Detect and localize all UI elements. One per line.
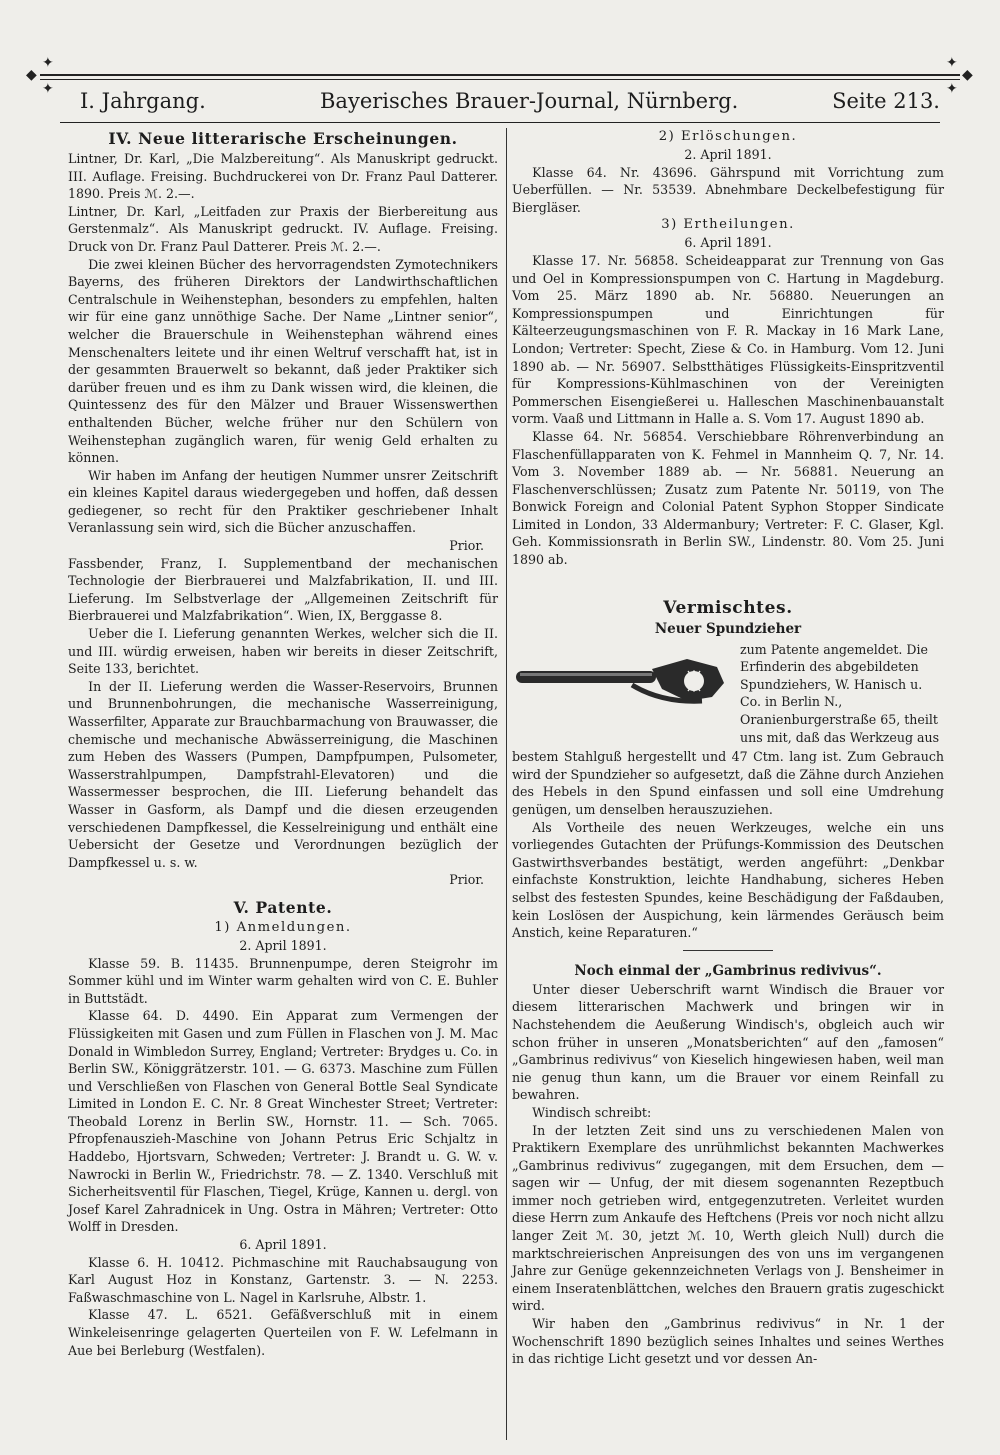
spundzieher-illustration xyxy=(512,641,732,719)
review-paragraph: Wir haben im Anfang der heutigen Nummer unsrer Zeitschrift ein kleines Kapitel daraus wiedergegeben und hoffen, daß dessen gediegener, so recht für den Praktiker geschriebener Inhalt Veranlassung sein wird, sich die Bücher anzuschaffen. xyxy=(68,467,498,536)
patent-entry: Klasse 17. Nr. 56858. Scheideapparat zur Trennung von Gas und Oel in Kompressionspumpen von C. Hartung in Magdeburg. Vom 25. März 1890 ab. Nr. 56880. Neuerungen an Kompressionspumpen und Einrichtungen für Kälteerzeugungsmaschinen von F. R. Mackay in 16 Mark Lane, London; Vertreter: Specht, Ziese & Co. in Hamburg. Vom 12. Juni 1890 ab. — Nr. 56907. Selbstthätiges Flüssigkeits-Einspritzventil für Kompressions-Kühlmaschinen von der Vereinigten Pommerschen Eisengießerei u. Halleschen Maschinenbauanstalt vorm. Vaaß und Littmann in Halle a. S. Vom 17. August 1890 ab. xyxy=(512,252,944,427)
ornament-br-icon: ✦ xyxy=(946,81,958,97)
subsection-title: 2) Erlöschungen. xyxy=(658,129,798,144)
date-line: 6. April 1891. xyxy=(239,1237,327,1253)
patent-entry: Klasse 6. H. 10412. Pichmaschine mit Rauchabsaugung von Karl August Hoz in Konstanz, Gartenstr. 3. — N. 2253. Faßwaschmaschine von L. Nagel in Karlsruhe, Albstr. 1. xyxy=(68,1254,498,1305)
spundzieher-heading: Neuer Spundzieher xyxy=(654,620,802,637)
review-paragraph: In der II. Lieferung werden die Wasser-Reservoirs, Brunnen und Brunnenbohrungen, die mechanische Wasserreinigung, Wasserfilter, Apparate zur Brauchbarmachung von Brauwasser, die chemische und mechanische Abwässerreinigung, die Maschinen zum Heben des Wassers (Pumpen, Dampfpumpen, Pulsometer, Wasserstrahlpumpen, Dampfstrahl-Elevatoren) und die Wassermesser besprochen, die III. Lieferung behandelt das Wasser in Gasform, als Dampf und die diesen erzeugenden verschiedenen Dampfkessel, die Kesselreinigung und enthält eine Uebersicht der Gesetze und Verordnungen bezüglich der Dampfkessel u. s. w. xyxy=(68,678,498,870)
spundzieher-advantages: Als Vortheile des neuen Werkzeuges, welche ein uns vorliegendes Gutachten der Prüfungs-Kommission des Deutschen Gastwirthsverbandes bestätigt, werden angeführt: „Denkbar einfachste Konstruktion, leichte Handhabung, sicheres Heben selbst des festesten Spundes, keine Beschädigung der Faßdauben, kein Loslösen der Auspichung, kein lärmendes Geräusch beim Anstich, keine Reparaturen.“ xyxy=(512,819,944,941)
ornament-tl-icon: ✦ xyxy=(42,55,54,71)
book-entry-1: Lintner, Dr. Karl, „Die Malzbereitung“. Als Manuskript gedruckt. III. Auflage. Freising. Buchdruckerei von Dr. Franz Paul Datterer. 1890. Preis ℳ. 2.—. xyxy=(68,151,498,202)
header-volume: I. Jahrgang. xyxy=(80,89,206,113)
gambrinus-paragraph: Windisch schreibt: xyxy=(532,1104,652,1120)
signature: Prior. xyxy=(449,872,484,888)
ornament-left-icon: ◆ xyxy=(26,67,37,83)
top-rule-thin xyxy=(40,79,960,80)
date-line: 6. April 1891. xyxy=(684,235,772,251)
spundzieher-text-cont: bestem Stahlguß hergestellt und 47 Ctm. lang ist. Zum Gebrauch wird der Spundzieher so aufgesetzt, daß die Zähne durch Anziehen des Hebels in den Spund einfassen und soll eine Umdrehung genügen, um denselben herauszuziehen. xyxy=(512,749,944,817)
patent-entry: Klasse 47. L. 6521. Gefäßverschluß mit in einem Winkeleisenringe gelagerten Querteilen von F. W. Lefelmann in Aue bei Berleburg (Westfalen). xyxy=(68,1307,498,1358)
ornament-tr-icon: ✦ xyxy=(946,55,958,71)
review-paragraph: Ueber die I. Lieferung genannten Werkes, welcher sich die II. und III. würdig erweisen, haben wir bereits in dieser Zeitschrift, Seite 133, berichtet. xyxy=(68,626,498,677)
top-rule xyxy=(40,74,960,76)
date-line: 2. April 1891. xyxy=(239,937,327,953)
gambrinus-title: Noch einmal der „Gambrinus redivivus“. xyxy=(574,962,882,979)
running-header xyxy=(80,88,940,118)
signature: Prior. xyxy=(449,538,484,554)
header-page-number: Seite 213. xyxy=(832,89,940,113)
column-divider xyxy=(506,128,507,1440)
patent-entry: Klasse 64. Nr. 43696. Gährspund mit Vorrichtung zum Ueberfüllen. — Nr. 53539. Abnehmbare Deckelbefestigung für Biergläser. xyxy=(512,164,944,215)
separator-rule xyxy=(683,950,773,951)
header-journal-title: Bayerisches Brauer-Journal, Nürnberg. xyxy=(320,89,739,113)
gambrinus-paragraph: In der letzten Zeit sind uns zu verschiedenen Malen von Praktikern Exemplare des unrühmlichst bekannten Machwerkes „Gambrinus redivivus“ zugegangen, mit dem Ersuchen, dem — sagen wir — Unfug, der mit diesem sogenannten Rezeptbuch immer noch getrieben wird, entgegenzutreten. Verleitet wurden diese Herrn zum Ankaufe des Heftchens (Preis vor noch nicht allzu langer Zeit ℳ. 30, jetzt ℳ. 10, Werth gleich Null) durch die marktschreierischen Anpreisungen des von uns im vergangenen Jahre zur Genüge gekennzeichneten Verlags von J. Bensheimer in einem Inseratenblättchen, welches den Brauern gratis zugeschickt wird. xyxy=(512,1122,944,1314)
patent-entry: Klasse 64. Nr. 56854. Verschiebbare Röhrenverbindung an Flaschenfüllapparaten von K. Fehmel in Mannheim Q. 7, Nr. 14. Vom 3. November 1889 ab. — Nr. 56881. Neuerung an Flaschenverschlüssen; Zusatz zum Patente Nr. 50119, von The Bonwick Foreign and Colonial Patent Syphon Stopper Sindicate Limited in London, 33 Aldermanbury; Vertreter: F. C. Glaser, Kgl. Geh. Kommissionsrath in Berlin SW., Lindenstr. 80. Vom 25. Juni 1890 ab. xyxy=(512,428,944,568)
patent-entry: Klasse 64. D. 4490. Ein Apparat zum Vermengen der Flüssigkeiten mit Gasen und zum Füllen in Flaschen von J. M. Mac Donald in Wimbledon Surrey, England; Vertreter: Brydges u. Co. in Berlin SW., Königgrätzerstr. 101. — G. 6373. Maschine zum Füllen und Verschließen von Flaschen von General Bottle Seal Syndicate Limited in London E. C. Nr. 8 Great Winchester Street; Vertreter: Theobald Lorenz in Berlin SW., Hornstr. 11. — Sch. 7065. Pfropfenauszieh-Maschine von Johann Petrus Eric Schjaltz in Haddebo, Hjortsvarn, Schweden; Vertreter: J. Brandt u. G. W. v. Nawrocki in Berlin W., Friedrichstr. 78. — Z. 1340. Verschluß mit Sicherheitsventil für Flaschen, Tiegel, Krüge, Kannen u. dergl. von Josef Karel Zahradnicek in Ung. Ostra in Mähren; Vertreter: Otto Wolff in Dresden. xyxy=(68,1008,498,1235)
date-line: 2. April 1891. xyxy=(684,147,772,162)
section-iv-title: IV. Neue litterarische Erscheinungen. xyxy=(108,129,458,148)
patent-entry: Klasse 59. B. 11435. Brunnenpumpe, deren Steigrohr im Sommer kühl und im Winter warm gehalten wird von C. E. Buhler in Buttstädt. xyxy=(68,955,498,1006)
subsection-title: 3) Ertheilungen. xyxy=(661,217,795,233)
book-entry-2: Lintner, Dr. Karl, „Leitfaden zur Praxis der Bierbereitung aus Gerstenmalz“. Als Manuskript gedruckt. IV. Auflage. Freising. Druck von Dr. Franz Paul Datterer. Preis ℳ. 2.—. xyxy=(68,203,498,254)
right-column xyxy=(512,128,944,1368)
review-paragraph: Die zwei kleinen Bücher des hervorragendsten Zymotechnikers Bayerns, des früheren Direktors der Landwirthschaftlichen Centralschule in Weihenstephan, besonders zu empfehlen, halten wir für eine ganz unnöthige Sache. Der Name „Lintner senior“, welcher die Brauerschule in Weihenstephan während eines Menschenalters leitete und ihr einen Weltruf verschafft hat, ist in der gesammten Brauerwelt so bekannt, daß jeder Praktiker sich darüber freuen und es ihm zu Dank wissen wird, die kleinen, die Quintessenz des für den Mälzer und Brauer Wissenswerthen enthaltenden Bücher, welche früher nur den Schülern von Weihenstephan zugänglich waren, für wenig Geld erhalten zu können. xyxy=(68,256,498,466)
left-column xyxy=(68,128,498,1359)
spundzieher-text: zum Patente angemeldet. Die Erfinderin des abgebildeten Spundziehers, W. Hanisch u. Co. in Berlin N., Oranienburgerstraße 65, theilt uns mit, daß das Werkzeug aus xyxy=(740,641,940,745)
gambrinus-paragraph: Unter dieser Ueberschrift warnt Windisch die Brauer vor diesem litterarischen Machwerk und bringen wir in Nachstehendem die Aeußerung Windisch's, obgleich auch wir schon früher in unseren „Monatsberichten“ auf den „famosen“ „Gambrinus redivivus“ von Kieselich hingewiesen haben, weil man nie genug thun kann, um die Brauer vor einem Reinfall zu bewahren. xyxy=(512,981,944,1103)
gambrinus-paragraph: Wir haben den „Gambrinus redivivus“ in Nr. 1 der Wochenschrift 1890 bezüglich seines Inhaltes und seines Werthes in das richtige Licht gesetzt und vor dessen An- xyxy=(512,1316,944,1367)
subsection-title: 1) Anmeldungen. xyxy=(214,919,352,935)
header-rule xyxy=(60,122,940,123)
vermischtes-title: Vermischtes. xyxy=(663,597,793,618)
ornament-right-icon: ◆ xyxy=(962,67,973,83)
ornament-bl-icon: ✦ xyxy=(42,81,54,97)
section-v-title: V. Patente. xyxy=(233,897,333,917)
book-entry-3: Fassbender, Franz, I. Supplementband der mechanischen Technologie der Bierbrauerei und Malzfabrikation, II. und III. Lieferung. Im Selbstverlage der „Allgemeinen Zeitschrift für Bierbrauerei und Malzfabrikation“. Wien, IX, Berggasse 8. xyxy=(68,555,498,624)
